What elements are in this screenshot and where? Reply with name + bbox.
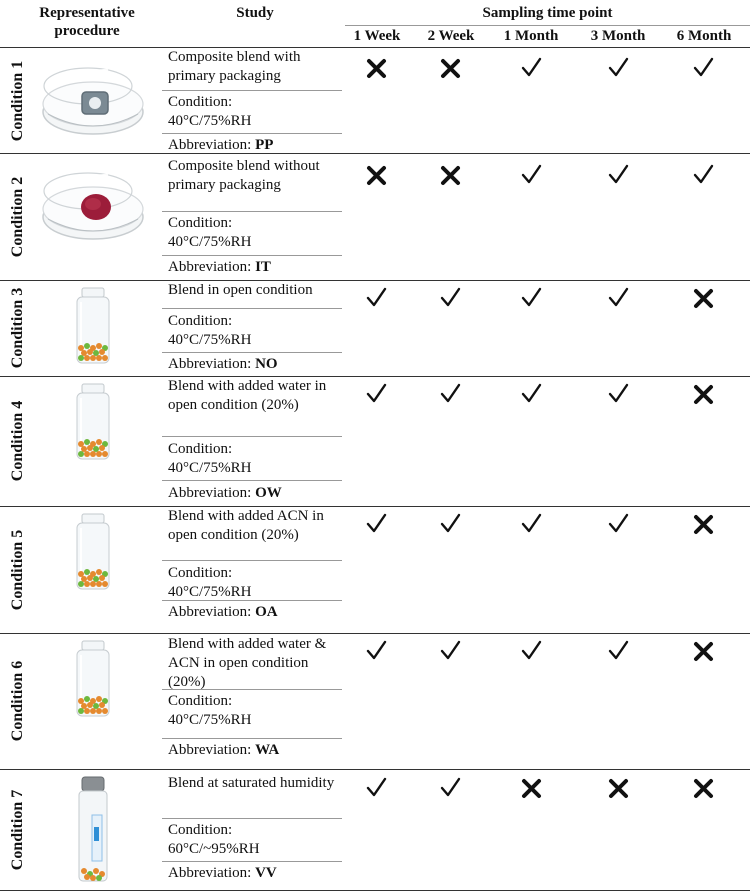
abbreviation-label: Abbreviation: [168, 259, 252, 275]
cross-icon [684, 776, 724, 800]
row-divider [0, 153, 750, 154]
condition-label-text: Condition 2 [9, 176, 26, 257]
study-cell-divider [162, 560, 342, 561]
check-icon [357, 639, 397, 663]
abbreviation-label: Abbreviation: [168, 865, 252, 881]
abbreviation-label: Abbreviation: [168, 137, 252, 153]
abbreviation [168, 258, 343, 277]
study-cell-divider [162, 818, 342, 819]
study-cell-divider [162, 352, 342, 353]
header-subrule [345, 25, 750, 26]
cross-icon [357, 163, 397, 187]
storage-condition: Condition: 40°C/75%RH [168, 441, 252, 476]
row-divider [0, 769, 750, 770]
check-icon [599, 512, 639, 536]
abbreviation-label: Abbreviation: [168, 485, 252, 501]
study-cell-divider [162, 738, 342, 739]
abbreviation-code: NO [255, 356, 278, 372]
study-cell-divider [162, 308, 342, 309]
check-icon [684, 56, 724, 80]
check-icon [431, 382, 471, 406]
study-cell-divider [162, 436, 342, 437]
check-icon [599, 382, 639, 406]
check-icon [599, 639, 639, 663]
row-divider [0, 280, 750, 281]
study-description: Composite blend with primary packaging [168, 49, 301, 84]
cross-icon [599, 776, 639, 800]
study-cell-divider [162, 90, 342, 91]
petri-dish-with-blister-icon [38, 56, 148, 151]
check-icon [512, 163, 552, 187]
check-icon [512, 639, 552, 663]
petri-dish-with-tablet-icon [38, 161, 148, 256]
abbreviation-code: IT [255, 259, 271, 275]
abbreviation [168, 864, 343, 883]
timepoint-header-1: 1 Week [353, 28, 401, 44]
check-icon [684, 163, 724, 187]
storage-condition: Condition: 40°C/75%RH [168, 215, 252, 250]
storage-condition: Condition: 60°C/~95%RH [168, 822, 260, 857]
header-study: Study [236, 5, 274, 21]
timepoint-header-4: 3 Month [590, 28, 646, 44]
condition-label [0, 633, 36, 769]
study-cell-divider [162, 480, 342, 481]
check-icon [431, 639, 471, 663]
condition-label [0, 506, 36, 633]
check-icon [357, 286, 397, 310]
header-bottom-rule [0, 47, 750, 48]
check-icon [512, 286, 552, 310]
study-description: Blend at saturated humidity [168, 775, 335, 791]
condition-label-text: Condition 1 [9, 60, 26, 141]
check-icon [431, 286, 471, 310]
check-icon [512, 382, 552, 406]
condition-label-text: Condition 6 [9, 660, 26, 742]
abbreviation-label: Abbreviation: [168, 356, 252, 372]
study-description: Composite blend without primary packaging [168, 158, 320, 193]
condition-label [0, 280, 36, 376]
cross-icon [431, 163, 471, 187]
open-vial-icon [70, 639, 116, 724]
storage-condition: Condition: 40°C/75%RH [168, 693, 252, 728]
cross-icon [684, 382, 724, 406]
check-icon [599, 163, 639, 187]
condition-label [0, 769, 36, 890]
cross-icon [357, 56, 397, 80]
header-representative-procedure [22, 4, 152, 40]
abbreviation-label: Abbreviation: [168, 742, 252, 758]
condition-label [0, 48, 36, 153]
study-cell-divider [162, 861, 342, 862]
condition-label [0, 153, 36, 280]
cross-icon [684, 639, 724, 663]
cross-icon [684, 512, 724, 536]
study-cell-divider [162, 600, 342, 601]
study-description: Blend with added ACN in open condition (20%) [168, 508, 324, 543]
cross-icon [512, 776, 552, 800]
check-icon [512, 512, 552, 536]
abbreviation-code: WA [255, 742, 280, 758]
abbreviation [168, 603, 343, 622]
study-cell-divider [162, 133, 342, 134]
check-icon [357, 776, 397, 800]
study-cell-divider [162, 255, 342, 256]
header-col1-line2: procedure [54, 23, 120, 39]
storage-condition: Condition: 40°C/75%RH [168, 565, 252, 600]
open-vial-icon [70, 286, 116, 371]
sealed-vial-icon [70, 775, 116, 890]
abbreviation-code: OW [255, 485, 282, 501]
study-cell-divider [162, 689, 342, 690]
check-icon [599, 286, 639, 310]
timepoint-header-3: 1 Month [503, 28, 559, 44]
storage-condition: Condition: 40°C/75%RH [168, 313, 252, 348]
condition-label-text: Condition 3 [9, 287, 26, 369]
header-col1-line1: Representative [39, 5, 135, 21]
condition-label-text: Condition 7 [9, 789, 26, 870]
abbreviation [168, 355, 343, 374]
study-description: Blend with added water & ACN in open condition (20%) [168, 636, 327, 690]
check-icon [599, 56, 639, 80]
abbreviation [168, 741, 343, 760]
open-vial-icon [70, 382, 116, 467]
row-divider [0, 376, 750, 377]
condition-label-text: Condition 5 [9, 529, 26, 610]
cross-icon [684, 286, 724, 310]
condition-label [0, 376, 36, 506]
open-vial-icon [70, 512, 116, 597]
study-description: Blend in open condition [168, 282, 313, 298]
storage-condition: Condition: 40°C/75%RH [168, 94, 252, 129]
check-icon [431, 512, 471, 536]
condition-label-text: Condition 4 [9, 400, 26, 482]
abbreviation [168, 484, 343, 503]
cross-icon [431, 56, 471, 80]
abbreviation-code: OA [255, 604, 278, 620]
study-cell-divider [162, 211, 342, 212]
header-sampling-time-point: Sampling time point [482, 5, 613, 21]
check-icon [357, 512, 397, 536]
check-icon [431, 776, 471, 800]
abbreviation-code: PP [255, 137, 274, 153]
row-divider [0, 506, 750, 507]
abbreviation-label: Abbreviation: [168, 604, 252, 620]
abbreviation-code: VV [255, 865, 277, 881]
timepoint-header-2: 2 Week [427, 28, 475, 44]
row-divider [0, 633, 750, 634]
timepoint-header-5: 6 Month [676, 28, 732, 44]
study-description: Blend with added water in open condition (20%) [168, 378, 327, 413]
check-icon [512, 56, 552, 80]
check-icon [357, 382, 397, 406]
